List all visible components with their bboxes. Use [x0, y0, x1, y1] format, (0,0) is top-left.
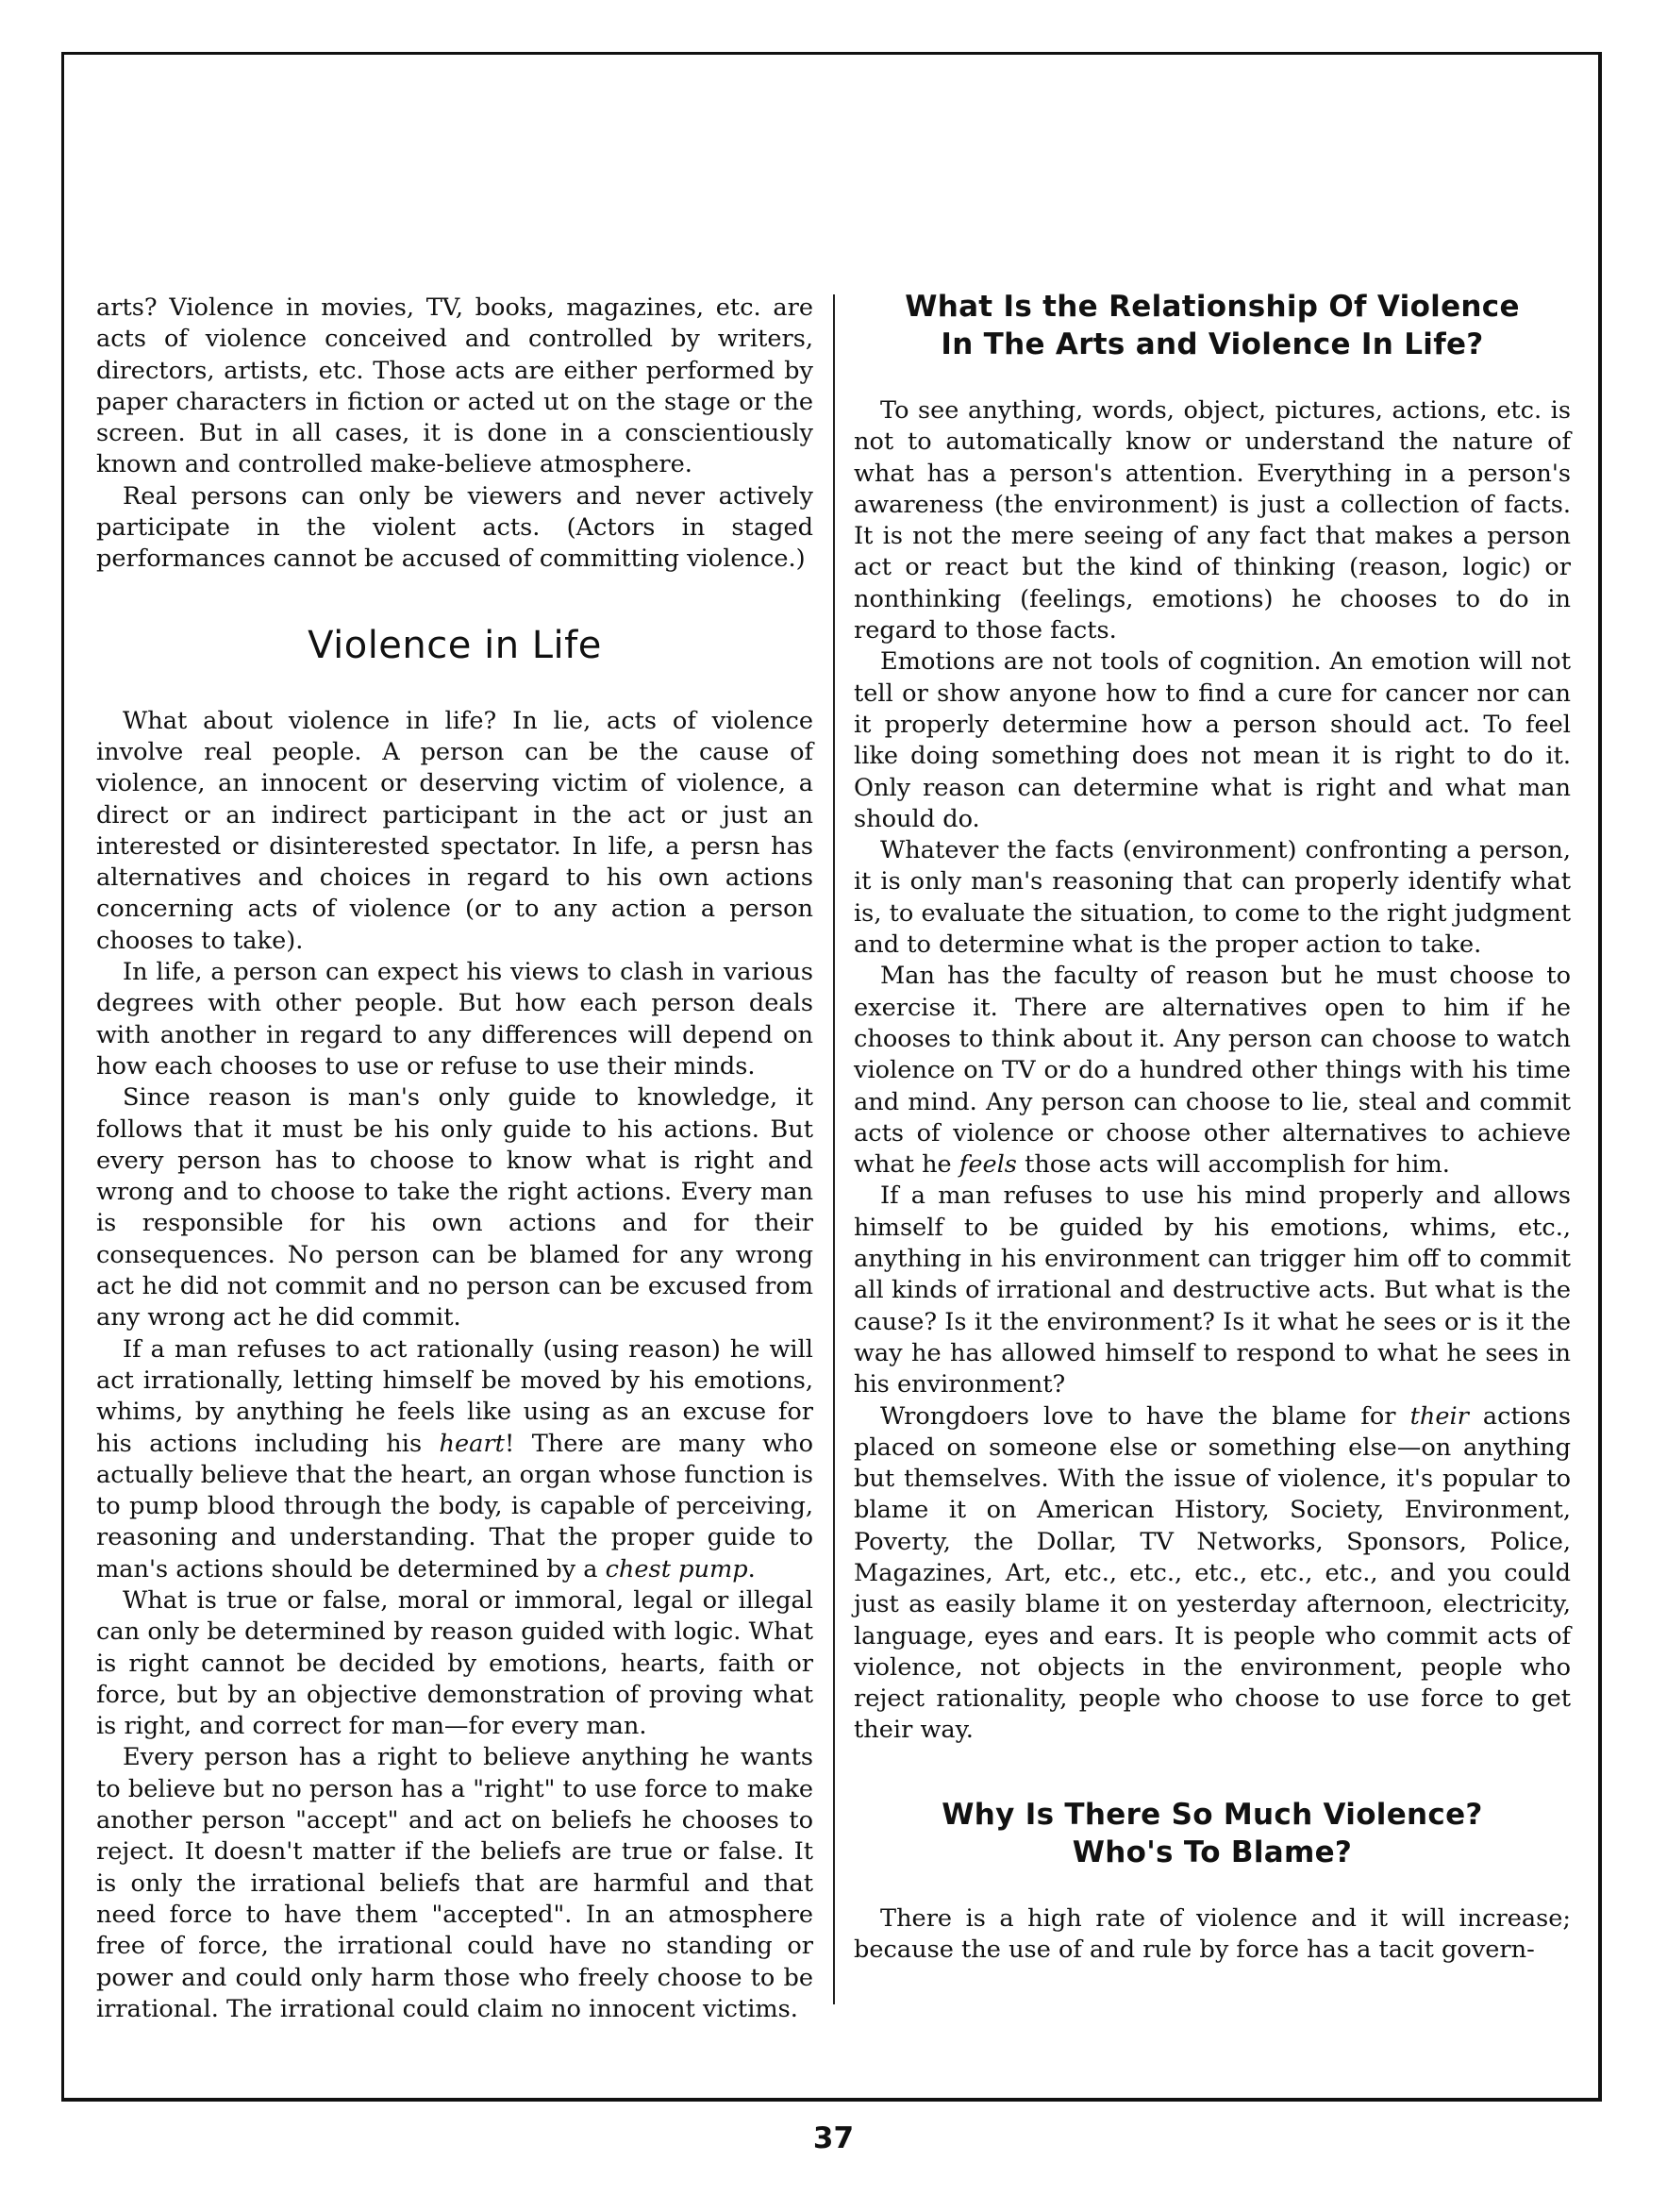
paragraph: Since reason is man's only guide to knowledge, it follows that it must be his only guide to his actions. But every person has to choose to know what is right and wrong and to choose to take the right actions. Every man is responsible for his own actions and for their consequences. No person can be blamed for any wrong act he did not commit and no person can be excused from any wrong act he did commit.	[96, 1083, 813, 1332]
paragraph	[96, 1334, 813, 1585]
italic-text: heart	[439, 1429, 505, 1458]
paragraph: In life, a person can expect his views to clash in various degrees with other people. But how each person deals with another in regard to any differences will depend on how each chooses to use or refuse to use their minds.	[96, 958, 813, 1081]
text-run: Man has the faculty of reason but he must choose to exercise it. There are alternatives open to him if he chooses to think about it. Any person can choose to watch violence on TV or do a hundred other things with his time and mind. Any person can choose to lie, steal and commit acts of violence or choose other alternatives to achieve what he	[854, 962, 1571, 1180]
text-run: If a man refuses to act rationally (using reason) he will act irrationally, letting himself be moved by his emotions, whims, by anything he feels like using as an excuse for his actions including his	[96, 1334, 813, 1458]
text-run: those acts will accomplish for him.	[1016, 1150, 1450, 1180]
section-heading: Violence in Life	[308, 623, 602, 667]
heading-line: What Is the Relationship Of Violence	[905, 290, 1520, 324]
heading-line: Who's To Blame?	[1072, 1835, 1353, 1869]
heading-line: Why Is There So Much Violence?	[942, 1797, 1483, 1832]
paragraph: Every person has a right to believe anything he wants to believe but no person has a "right" to use force to make another person "accept" and act on beliefs he chooses to reject. It doesn't matter if the beliefs are true or false. It is only the irrational beliefs that are harmful and that need force to have them "accepted". In an atmosphere free of force, the irrational could have no standing or power and could only harm those who freely choose to be irrational. The irrational could claim no innocent victims.	[96, 1743, 813, 2023]
italic-text: chest pump	[605, 1554, 748, 1584]
left-column	[96, 293, 813, 2025]
paragraph	[854, 1401, 1571, 1747]
section-heading	[854, 288, 1571, 363]
heading-line: In The Arts and Violence In Life?	[941, 327, 1484, 361]
text-run: actions placed on someone else or something else—on anything but themselves. With the issue of violence, it's popular to blame it on American History, Society, Environment, Poverty, the Dollar, TV Networks, Sponsors, Police, Magazines, Art, etc., etc., etc., etc., etc., and you could just as easily blame it on yesterday afternoon, electricity, language, eyes and ears. It is people who commit acts of violence, not objects in the environment, people who reject rationality, people who choose to use force to get their way.	[854, 1401, 1572, 1745]
text-run: Wrongdoers love to have the blame for	[880, 1401, 1410, 1431]
paragraph: arts? Violence in movies, TV, books, magazines, etc. are acts of violence conceived and controlled by writers, directors, artists, etc. Those acts are either performed by paper characters in fiction or acted ut on the stage or the screen. But in all cases, it is done in a conscientiously known and controlled make-believe atmosphere.	[96, 293, 813, 479]
column-divider	[833, 294, 835, 2004]
paragraph: What about violence in life? In lie, acts of violence involve real people. A person can be the cause of violence, an innocent or deserving victim of violence, a direct or an indirect participant in the act or just an interested or disinterested spectator. In life, a persn has alternatives and choices in regard to his own actions concerning acts of violence (or to any action a person chooses to take).	[96, 706, 813, 955]
italic-text: feels	[959, 1150, 1017, 1180]
paragraph: What is true or false, moral or immoral, legal or illegal can only be determined by reason guided with logic. What is right cannot be decided by emotions, hearts, faith or force, but by an objective demonstration of proving what is right, and correct for man—for every man.	[96, 1585, 813, 1741]
paragraph: If a man refuses to use his mind properly and allows himself to be guided by his emotions, whims, etc., anything in his environment can trigger him off to commit all kinds of irrational and destructive acts. But what is the cause? Is it the environment? Is it what he sees or is it the way he has allowed himself to respond to what he sees in his environment?	[854, 1181, 1571, 1399]
text-run: ! There are many who actually believe that the heart, an organ whose function is to pump blood through the body, is capable of perceiving, reasoning and understanding. That the proper guide to man's actions should be determined by a	[96, 1429, 813, 1584]
right-column	[854, 288, 1571, 1966]
italic-text: their	[1409, 1401, 1469, 1431]
page-number: 37	[812, 2121, 855, 2155]
paragraph: Whatever the facts (environment) confronting a person, it is only man's reasoning that can properly identify what is, to evaluate the situation, to come to the right judgment and to determine what is the proper action to take.	[854, 836, 1571, 960]
paragraph: Real persons can only be viewers and never actively participate in the violent acts. (Actors in staged performances cannot be accused of committing violence.)	[96, 481, 813, 574]
text-run: .	[747, 1554, 756, 1584]
paragraph	[854, 961, 1571, 1181]
paragraph: Emotions are not tools of cognition. An emotion will not tell or show anyone how to find a cure for cancer nor can it properly determine how a person should act. To feel like doing something does not mean it is right to do it. Only reason can determine what is right and what man should do.	[854, 647, 1571, 833]
paragraph: There is a high rate of violence and it will increase; because the use of and rule by force has a tacit govern-	[854, 1903, 1571, 1965]
paragraph: To see anything, words, object, pictures, actions, etc. is not to automatically know or understand the nature of what has a person's attention. Everything in a person's awareness (the environment) is just a collection of facts. It is not the mere seeing of any fact that makes a person act or react but the kind of thinking (reason, logic) or nonthinking (feelings, emotions) he chooses to do in regard to those facts.	[854, 396, 1571, 645]
section-heading	[854, 1796, 1571, 1871]
